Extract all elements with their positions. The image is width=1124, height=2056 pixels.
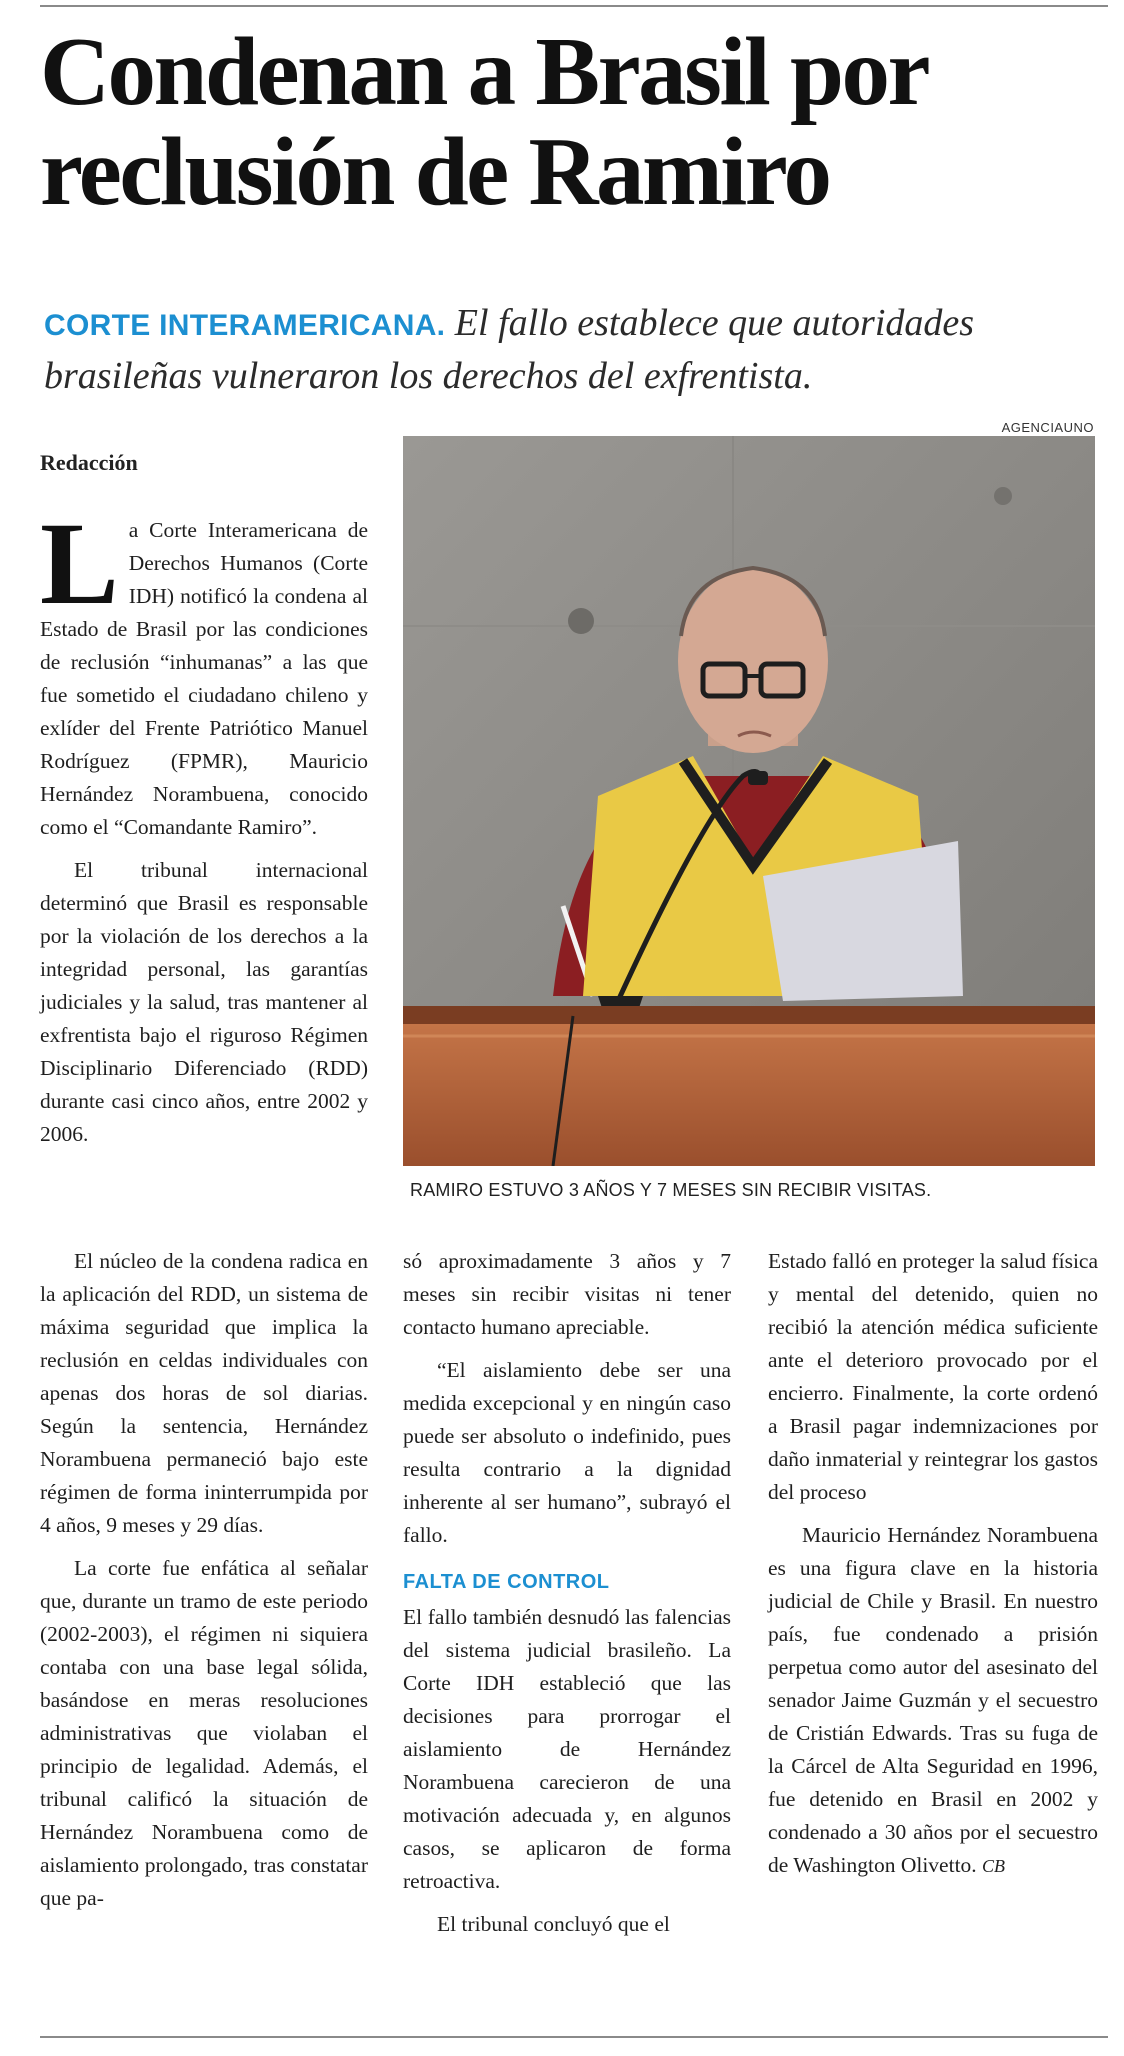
end-mark: CB [982,1856,1006,1876]
headline [40,18,1110,225]
top-rule [40,5,1108,7]
article-column-3 [768,1245,1098,1893]
courtroom-photo [403,436,1095,1166]
article-paragraph-5: só aproximadamente 3 años y 7 meses sin recibir visitas ni tener contacto humano apreciable. [403,1249,731,1339]
bottom-rule [40,2036,1108,2038]
drop-cap: L [40,498,119,629]
article-paragraph-2: El tribunal internacional determinó que Brasil es responsable por la violación de los derechos a la integridad personal, las garantías judiciales y la salud, tras mantener al exfrentista bajo el riguroso Régimen Disciplinario Diferenciado (RDD) durante casi cinco años, entre 2002 y 2006. [40,858,368,1146]
article-column-1-top [40,498,368,1161]
deck [44,298,1104,401]
headline-line-1: Condenan a Brasil por [40,18,929,125]
deck-text: El fallo establece que autoridades brasileñas vulneraron los derechos del exfrentista. [44,302,975,397]
article-paragraph-7: El fallo también desnudó las falencias del sistema judicial brasileño. La Corte IDH estableció que las decisiones para prorrogar el aislamiento de Hernández Norambuena carecieron de una motivación adecuada y, en algunos casos, se aplicaron de forma retroactiva. [403,1605,731,1893]
subhead: FALTA DE CONTROL [403,1571,610,1593]
article-column-1-bottom [40,1245,368,1925]
headline-line-2: reclusión de Ramiro [40,118,830,225]
article-paragraph-8: El tribunal concluyó que el [437,1912,670,1936]
face [678,569,828,753]
wooden-desk [403,1024,1095,1166]
deck-kicker: CORTE INTERAMERICANA. [44,309,446,342]
article-paragraph-10: Mauricio Hernández Norambuena es una figura clave en la historia judicial de Chile y Brasil. En nuestro país, fue condenado a prisión perpetua como autor del asesinato del senador Jaime Guzmán y el secuestro de Cristián Edwards. Tras su fuga de la Cárcel de Alta Seguridad en 1996, fue detenido en Brasil en 2002 y condenado a 30 años por el secuestro de Washington Olivetto. CB [768,1523,1098,1877]
photo-credit: AGENCIAUNO [1001,420,1094,435]
article-paragraph-9: Estado falló en proteger la salud física y mental del detenido, quien no recibió la atención médica suficiente ante el deterioro provocado por el encierro. Finalmente, la corte ordenó a Brasil pagar indemnizaciones por daño inmaterial y reintegrar los gastos del proceso [768,1249,1098,1504]
article-paragraph-1: La Corte Interamericana de Derechos Humanos (Corte IDH) notificó la condena al Estado de Brasil por las condiciones de reclusión “inhumanas” a las que fue sometido el ciudadano chileno y exlíder del Frente Patriótico Manuel Rodríguez (FPMR), Mauricio Hernández Norambuena, conocido como el “Comandante Ramiro”. [40,498,368,839]
article-column-2 [403,1245,731,1951]
wall-bolt [568,608,594,634]
photo-caption: RAMIRO ESTUVO 3 AÑOS Y 7 MESES SIN RECIBIR VISITAS. [410,1180,932,1200]
article-paragraph-6: “El aislamiento debe ser una medida excepcional y en ningún caso puede ser absoluto o indefinido, pues resulta contrario a la dignidad inherente al ser humano”, subrayó el fallo. [403,1358,731,1547]
byline: Redacción [40,450,138,475]
article-paragraph-3: El núcleo de la condena radica en la aplicación del RDD, un sistema de máxima seguridad que implica la reclusión en celdas individuales con apenas dos horas de sol diarias. Según la sentencia, Hernández Norambuena permaneció bajo este régimen de forma ininterrumpida por 4 años, 9 meses y 29 días. [40,1249,368,1537]
article-paragraph-4: La corte fue enfática al señalar que, durante un tramo de este periodo (2002-2003), el régimen ni siquiera contaba con una base legal sólida, basándose en meras resoluciones administrativas que violaban el principio de legalidad. Además, el tribunal calificó la situación de Hernández Norambuena como de aislamiento prolongado, tras constatar que pa- [40,1556,368,1910]
